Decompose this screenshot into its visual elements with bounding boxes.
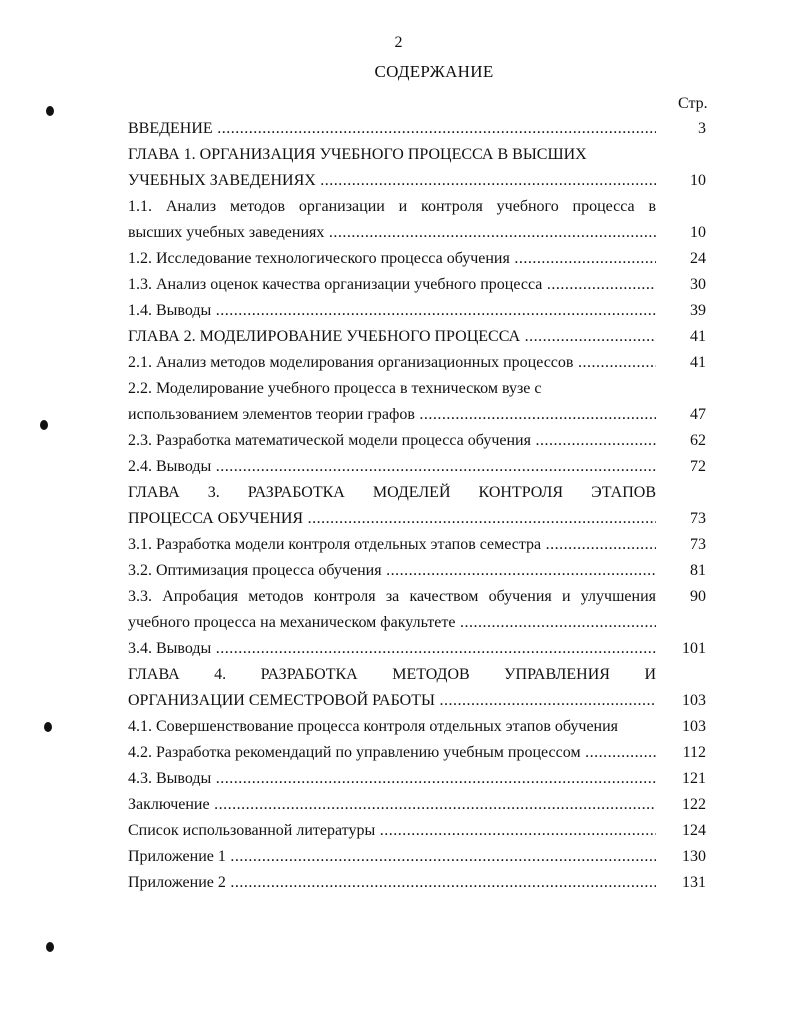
toc-entry-page: 81 <box>690 562 706 579</box>
toc-entry-text: 3.1. Разработка модели контроля отдельных этапов семестра ..... <box>128 532 656 558</box>
toc-entry <box>128 350 706 376</box>
toc-entry-page: 103 <box>682 692 706 709</box>
binder-hole-mark <box>44 722 52 732</box>
toc-entry <box>128 662 706 688</box>
toc-entry-page: 103 <box>682 718 706 735</box>
toc-entry <box>128 636 706 662</box>
toc-entry <box>128 116 706 142</box>
toc-entry-page: 41 <box>690 354 706 371</box>
toc-entry-text: ГЛАВА 2. МОДЕЛИРОВАНИЕ УЧЕБНОГО ПРОЦЕССА ..... <box>128 324 656 350</box>
toc-entry-page: 41 <box>690 328 706 345</box>
toc-entry <box>128 532 706 558</box>
toc-entry <box>128 714 706 740</box>
toc-entry <box>128 376 706 402</box>
toc-entry <box>128 454 706 480</box>
toc-entry-page: 3 <box>698 120 706 137</box>
toc-entry-text: 1.3. Анализ оценок качества организации учебного процесса ..... <box>128 272 656 298</box>
toc-entry <box>128 168 706 194</box>
toc-entry <box>128 298 706 324</box>
toc-entry-text: 4.3. Выводы ..... <box>128 766 656 792</box>
toc-entry <box>128 272 706 298</box>
toc-entry-text: использованием элементов теории графов ..... <box>128 402 656 428</box>
toc-entry-page: 122 <box>682 796 706 813</box>
toc-entry <box>128 766 706 792</box>
toc-entry <box>128 740 706 766</box>
toc-entry-page: 10 <box>690 224 706 241</box>
toc-entry-page: 121 <box>682 770 706 787</box>
toc-entry <box>128 142 706 168</box>
toc-entry-text: 2.1. Анализ методов моделирования организационных процессов ..... <box>128 350 656 376</box>
toc-entry-text: Список использованной литературы ..... <box>128 818 656 844</box>
toc-entry-text: учебного процесса на механическом факультете ..... <box>128 610 656 636</box>
toc-entry-page: 73 <box>690 510 706 527</box>
toc-entry-page: 112 <box>682 744 706 761</box>
toc-entry-text: 3.3. Апробация методов контроля за качеством обучения и улучшения <box>128 588 656 605</box>
toc-entry-text: ОРГАНИЗАЦИИ СЕМЕСТРОВОЙ РАБОТЫ ..... <box>128 688 656 714</box>
toc-entry <box>128 844 706 870</box>
toc-entry <box>128 194 706 220</box>
toc-entry-page: 130 <box>682 848 706 865</box>
toc-entry-page: 10 <box>690 172 706 189</box>
toc-entry-text: 3.2. Оптимизация процесса обучения ..... <box>128 558 656 584</box>
page-column-label: Стр. <box>678 95 708 112</box>
toc-entry-page: 30 <box>690 276 706 293</box>
toc-entry-text: 1.4. Выводы ..... <box>128 298 656 324</box>
toc-entry-page: 124 <box>682 822 706 839</box>
toc-entry-page: 47 <box>690 406 706 423</box>
toc-entry-text: 2.2. Моделирование учебного процесса в техническом вузе с <box>128 380 542 397</box>
toc-entry-text: 1.2. Исследование технологического процесса обучения ..... <box>128 246 656 272</box>
toc-entry <box>128 246 706 272</box>
toc-entry-page: 90 <box>690 588 706 605</box>
toc-entry <box>128 870 706 896</box>
toc-entry-text: 4.2. Разработка рекомендаций по управлению учебным процессом ..... <box>128 740 656 766</box>
toc-entry-text: 1.1. Анализ методов организации и контроля учебного процесса в <box>128 198 656 215</box>
toc-entry-text: высших учебных заведениях ..... <box>128 220 656 246</box>
toc-entry-text: Заключение ..... <box>128 792 656 818</box>
toc-entry <box>128 220 706 246</box>
binder-hole-mark <box>40 420 48 430</box>
toc-entry <box>128 792 706 818</box>
toc-entry-text: 2.4. Выводы ..... <box>128 454 656 480</box>
toc-entry-text: ГЛАВА 4. РАЗРАБОТКА МЕТОДОВ УПРАВЛЕНИЯ И <box>128 666 656 683</box>
toc-entry <box>128 584 706 610</box>
toc-entry-text: ГЛАВА 1. ОРГАНИЗАЦИЯ УЧЕБНОГО ПРОЦЕССА В ВЫСШИХ <box>128 146 587 163</box>
toc-entry-text: УЧЕБНЫХ ЗАВЕДЕНИЯХ ..... <box>128 168 656 194</box>
toc-entry <box>128 428 706 454</box>
toc-entry <box>128 506 706 532</box>
toc-entry-text: ВВЕДЕНИЕ ..... <box>128 116 656 142</box>
toc-entry-page: 62 <box>690 432 706 449</box>
toc-entry-page: 73 <box>690 536 706 553</box>
toc-entry-text: ГЛАВА 3. РАЗРАБОТКА МОДЕЛЕЙ КОНТРОЛЯ ЭТАПОВ <box>128 484 656 501</box>
toc-entry-page: 24 <box>690 250 706 267</box>
toc-entry <box>128 324 706 350</box>
binder-hole-mark <box>46 106 54 116</box>
toc-entry-page: 39 <box>690 302 706 319</box>
toc-entry <box>128 480 706 506</box>
page-number: 2 <box>394 34 403 51</box>
toc-entry-text: Приложение 1 ..... <box>128 844 656 870</box>
toc-entry <box>128 688 706 714</box>
toc-entry-text: 2.3. Разработка математической модели процесса обучения ..... <box>128 428 656 454</box>
toc-entry <box>128 610 706 636</box>
toc-entry <box>128 818 706 844</box>
toc-entry-page: 131 <box>682 874 706 891</box>
toc-entry <box>128 402 706 428</box>
toc-entry <box>128 558 706 584</box>
toc-entry-text: ПРОЦЕССА ОБУЧЕНИЯ ..... <box>128 506 656 532</box>
toc-entry-text: Приложение 2 ..... <box>128 870 656 896</box>
toc-entry-page: 72 <box>690 458 706 475</box>
table-of-contents <box>128 116 706 896</box>
page-title: СОДЕРЖАНИЕ <box>374 62 494 81</box>
toc-entry-text: 4.1. Совершенствование процесса контроля отдельных этапов обучения <box>128 718 619 735</box>
toc-entry-text: 3.4. Выводы ..... <box>128 636 656 662</box>
toc-entry-page: 101 <box>682 640 706 657</box>
binder-hole-mark <box>46 942 54 952</box>
